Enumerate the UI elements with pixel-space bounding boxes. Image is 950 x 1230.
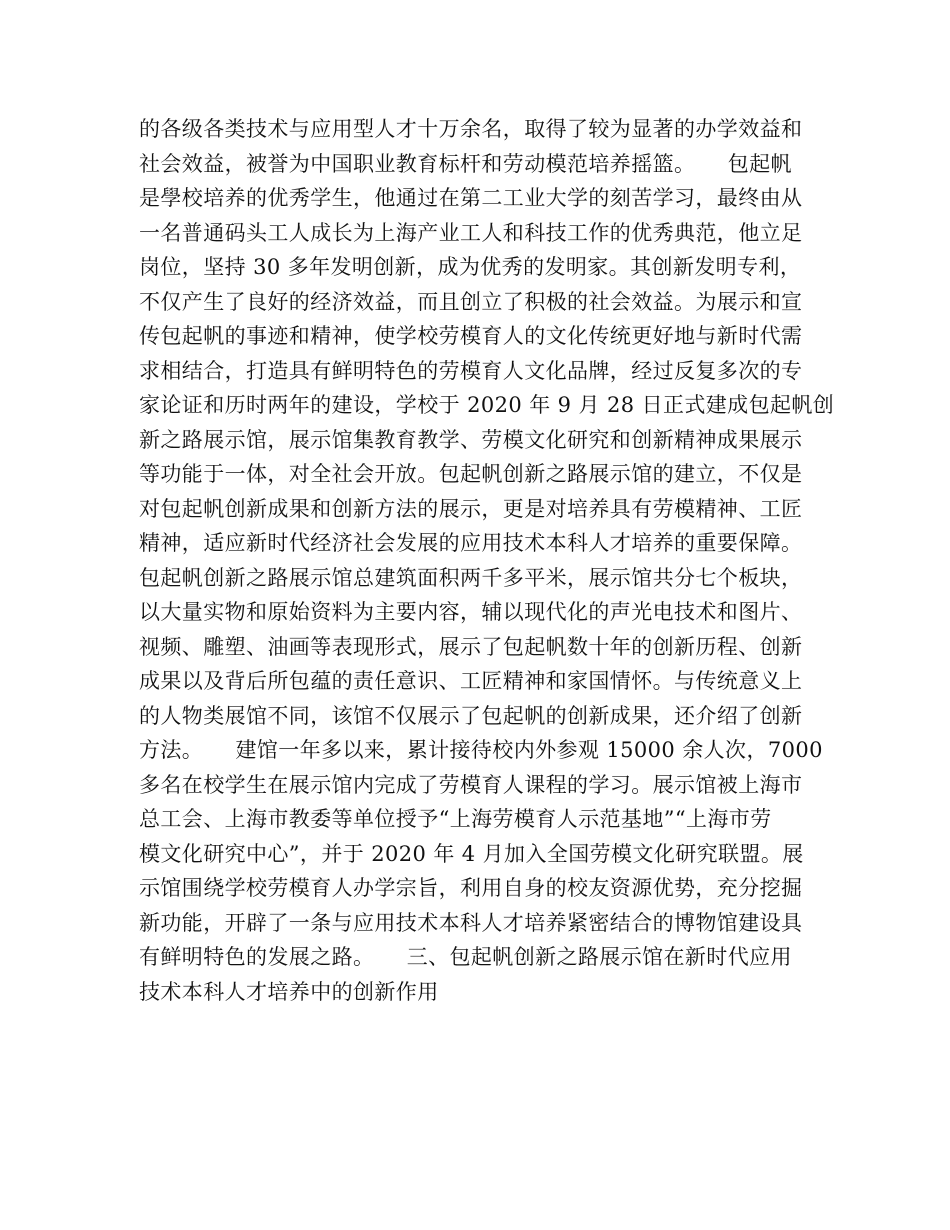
text-line: 以大量实物和原始资料为主要内容，辅以现代化的声光电技术和图片、 [139, 600, 803, 624]
text-line: 家论证和历时两年的建设，学校于 2020 年 9 月 28 日正式建成包起帆创 [139, 393, 835, 417]
text-line: 新功能，开辟了一条与应用技术本科人才培养紧密结合的博物馆建设具 [139, 910, 803, 935]
text-line: 求相结合，打造具有鲜明特色的劳模育人文化品牌，经过反复多次的专 [139, 358, 803, 383]
text-line: 的各级各类技术与应用型人才十万余名，取得了较为显著的办学效益和 [139, 117, 803, 141]
text-line: 不仅产生了良好的经济效益，而且创立了积极的社会效益。为展示和宣 [139, 289, 803, 314]
text-line: 新之路展示馆，展示馆集教育教学、劳模文化研究和创新精神成果展示 [139, 427, 803, 452]
text-line: 视频、雕塑、油画等表现形式，展示了包起帆数十年的创新历程、创新 [139, 634, 803, 659]
text-line: 精神，适应新时代经济社会发展的应用技术本科人才培养的重要保障。 [139, 531, 803, 555]
text-line: 技术本科人才培养中的创新作用 [139, 979, 439, 1004]
text-line: 一名普通码头工人成长为上海产业工人和科技工作的优秀典范，他立足 [139, 220, 803, 245]
text-line: 岗位，坚持 30 多年发明创新，成为优秀的发明家。其创新发明专利， [139, 255, 802, 279]
text-line: 对包起帆创新成果和创新方法的展示，更是对培养具有劳模精神、工匠 [139, 496, 803, 521]
body-text [139, 112, 835, 1009]
text-line: 包起帆创新之路展示馆总建筑面积两千多平米，展示馆共分七个板块， [139, 565, 803, 590]
text-line: 传包起帆的事迹和精神，使学校劳模育人的文化传统更好地与新时代需 [139, 324, 803, 348]
text-line: 示馆围绕学校劳模育人办学宗旨，利用自身的校友资源优势，充分挖掘 [139, 876, 803, 900]
text-line: 方法。 建馆一年多以来，累计接待校内外参观 15000 余人次，7000 [139, 738, 823, 762]
text-line: 模文化研究中心”，并于 2020 年 4 月加入全国劳模文化研究联盟。展 [139, 841, 804, 866]
text-line: 成果以及背后所包蕴的责任意识、工匠精神和家国情怀。与传统意义上 [139, 669, 803, 693]
text-line: 总工会、上海市教委等单位授予“上海劳模育人示范基地”“上海市劳 [139, 807, 772, 831]
text-line: 社会效益，被誉为中国职业教育标杆和劳动模范培养摇篮。 包起帆 [139, 151, 792, 176]
text-line: 多名在校学生在展示馆内完成了劳模育人课程的学习。展示馆被上海市 [139, 772, 803, 797]
text-line: 有鲜明特色的发展之路。 三、包起帆创新之路展示馆在新时代应用 [139, 945, 792, 969]
text-line: 是學校培养的优秀学生，他通过在第二工业大学的刻苦学习，最终由从 [139, 186, 803, 210]
text-line: 的人物类展馆不同，该馆不仅展示了包起帆的创新成果，还介绍了创新 [139, 703, 803, 728]
text-line: 等功能于一体，对全社会开放。包起帆创新之路展示馆的建立，不仅是 [139, 462, 803, 486]
